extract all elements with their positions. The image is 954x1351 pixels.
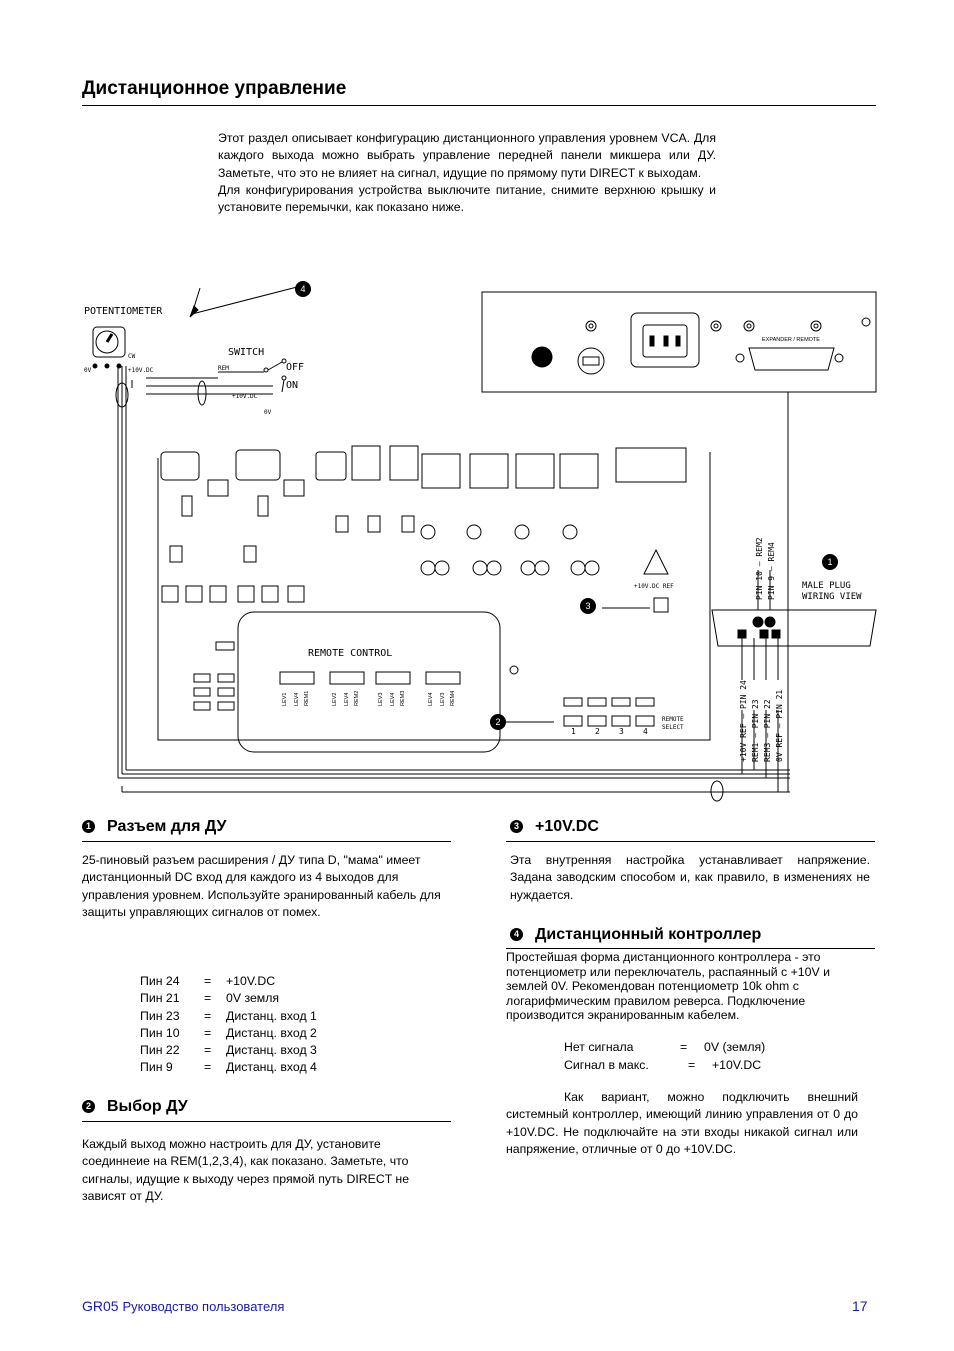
remote-control-area: [238, 612, 500, 752]
select-number: 3: [619, 727, 624, 736]
pot-10v-label: +10V.DC: [128, 367, 154, 374]
pin-label: PIN 9 — REM4: [767, 542, 776, 600]
section-1-heading: [82, 818, 226, 836]
section-1-rule: [82, 841, 451, 842]
lev-label: LEV4: [294, 692, 300, 706]
section-title: Выбор ДУ: [107, 1098, 188, 1115]
intro-text: [218, 130, 716, 216]
switch-label: SWITCH: [228, 347, 265, 358]
pin-label: REM3 — PIN 22: [763, 699, 772, 762]
section-3-body: Эта внутренняя настройка устанавливает напряжение. Задана заводским способом и, как правило, в изменениях не нуждается.: [510, 853, 870, 902]
section-4-heading: [510, 926, 761, 944]
footer-title: [82, 1298, 284, 1314]
section-2-heading: [82, 1098, 188, 1116]
lev-label: LEV3: [378, 692, 384, 706]
callout-label: 1: [827, 557, 833, 567]
lev-label: REM4: [450, 690, 456, 706]
pin-table: [140, 973, 317, 1077]
section-3-rule: [506, 841, 875, 842]
remote-control-label: REMOTE CONTROL: [308, 648, 393, 659]
pin-row: Пин 21 = 0V земля: [140, 991, 280, 1006]
section-title: +10V.DC: [535, 818, 599, 835]
lev-label: LEV3: [440, 692, 446, 706]
remote-select-label: REMOTE: [662, 716, 684, 723]
manual-title: Руководство пользователя: [122, 1299, 285, 1314]
male-plug: [712, 610, 876, 646]
section-4-body-2: Как вариант, можно подключить внешний системный контроллер, имеющий линию управления от 0 до +10V.DC. Не подключайте на эти входы никакой сигнал или напряжение, отличные от 0 до +10V.DC.: [506, 1090, 858, 1156]
callout-label: 4: [300, 284, 306, 294]
male-plug-label: MALE PLUG: [802, 581, 851, 591]
fuse-knob: [532, 347, 552, 367]
lev-label: REM2: [354, 690, 360, 706]
rem-label: REM: [218, 365, 229, 372]
signal-row: Сигнал в макс. = +10V.DC: [564, 1058, 762, 1072]
pin-row: Пин 24 = +10V.DC: [140, 974, 276, 988]
fuse-holder: [578, 348, 604, 374]
section-4-body: Простейшая форма дистанционного контроллера - это потенциометр или переключатель, распаянный с +10V и землей 0V. Рекомендован потенциометр 10k ohm с логарифмическим правилом реверса. Подключение производится экранированным кабелем.: [506, 950, 830, 1022]
section-1-body: 25-пиновый разъем расширения / ДУ типа D, "мама" имеет дистанционный DC вход для каждого из 4 выходов для управления уровнем. Используйте эранированный кабель для защиты управляющих сигналов от помех.: [82, 853, 441, 919]
expander-connector: [749, 348, 834, 370]
pot-0v-label: 0V: [84, 367, 92, 374]
cw-label: CW: [128, 353, 136, 360]
select-number: 1: [571, 727, 576, 736]
pin-row: Пин 10 = Дистанц. вход 2: [140, 1025, 317, 1040]
signal-row: Нет сигнала = 0V (земля): [564, 1040, 766, 1054]
on-label: ON: [286, 380, 299, 391]
page-title: Дистанционное управление: [82, 78, 347, 99]
remote-select-label: SELECT: [662, 724, 684, 731]
male-plug-label: WIRING VIEW: [802, 592, 862, 602]
pin-row: Пин 9 = Дистанц. вход 4: [140, 1060, 317, 1075]
wiring-diagram: [76, 270, 886, 805]
section-title: Дистанционный контроллер: [535, 926, 762, 943]
section-number-badge: 3: [510, 820, 523, 833]
signal-table: [564, 1038, 765, 1074]
callout-label: 2: [495, 717, 501, 727]
section-number-badge: 1: [82, 820, 95, 833]
off-label: OFF: [286, 362, 305, 373]
lev-label: REM3: [400, 690, 406, 706]
section-4-rule: [506, 948, 875, 949]
intro-paragraph: Для конфигурирования устройства выключите питание, снимите верхнюю крышку и установите перемычки, как показано ниже.: [218, 182, 716, 215]
section-number-badge: 4: [510, 928, 523, 941]
select-number: 2: [595, 727, 600, 736]
pin-label: +10V REF — PIN 24: [739, 680, 748, 762]
ref-label: +10V.DC REF: [634, 583, 674, 590]
callout-label: 3: [585, 601, 591, 611]
pin-label: PIN 10 — REM2: [755, 537, 764, 600]
lev-label: LEV1: [282, 692, 288, 706]
pcb-board: [158, 452, 710, 740]
switch-10v-label: +10V.DC: [232, 393, 258, 400]
lev-label: LEV2: [332, 692, 338, 706]
lev-label: REM1: [304, 690, 310, 706]
pin-label: 0V REF — PIN 21: [775, 689, 784, 762]
pin-row: Пин 22 = Дистанц. вход 3: [140, 1043, 317, 1058]
title-divider: [82, 105, 876, 106]
expander-label: EXPANDER / REMOTE: [762, 337, 820, 343]
section-title: Разъем для ДУ: [107, 818, 227, 835]
section-3-heading: [510, 818, 599, 836]
pin-label: REM1 — PIN 23: [751, 699, 760, 762]
section-2-body: Каждый выход можно настроить для ДУ, установите соединнеие на REM(1,2,3,4), как показано. Заметьте, что сигналы, идущие к выходу через прямой путь DIRECT не зависят от ДУ.: [82, 1137, 410, 1203]
section-number-badge: 2: [82, 1100, 95, 1113]
lev-label: LEV4: [390, 692, 396, 706]
intro-paragraph: Этот раздел описывает конфигурацию дистанционного управления уровнем VCA. Для каждого выхода можно выбрать управление передней панели микшера или ДУ. Заметьте, что это не влияет на сигнал, идущие по прямому пути DIRECT к выходам.: [218, 131, 716, 180]
lev-label: LEV4: [428, 692, 434, 706]
page-number: 17: [852, 1298, 868, 1314]
product-name: GR05: [82, 1298, 119, 1314]
pin-row: Пин 23 = Дистанц. вход 1: [140, 1008, 317, 1023]
section-2-rule: [82, 1121, 451, 1122]
switch-0v-label: 0V: [264, 409, 272, 416]
select-number: 4: [643, 727, 648, 736]
lev-label: LEV4: [344, 692, 350, 706]
potentiometer-label: POTENTIOMETER: [84, 306, 163, 317]
